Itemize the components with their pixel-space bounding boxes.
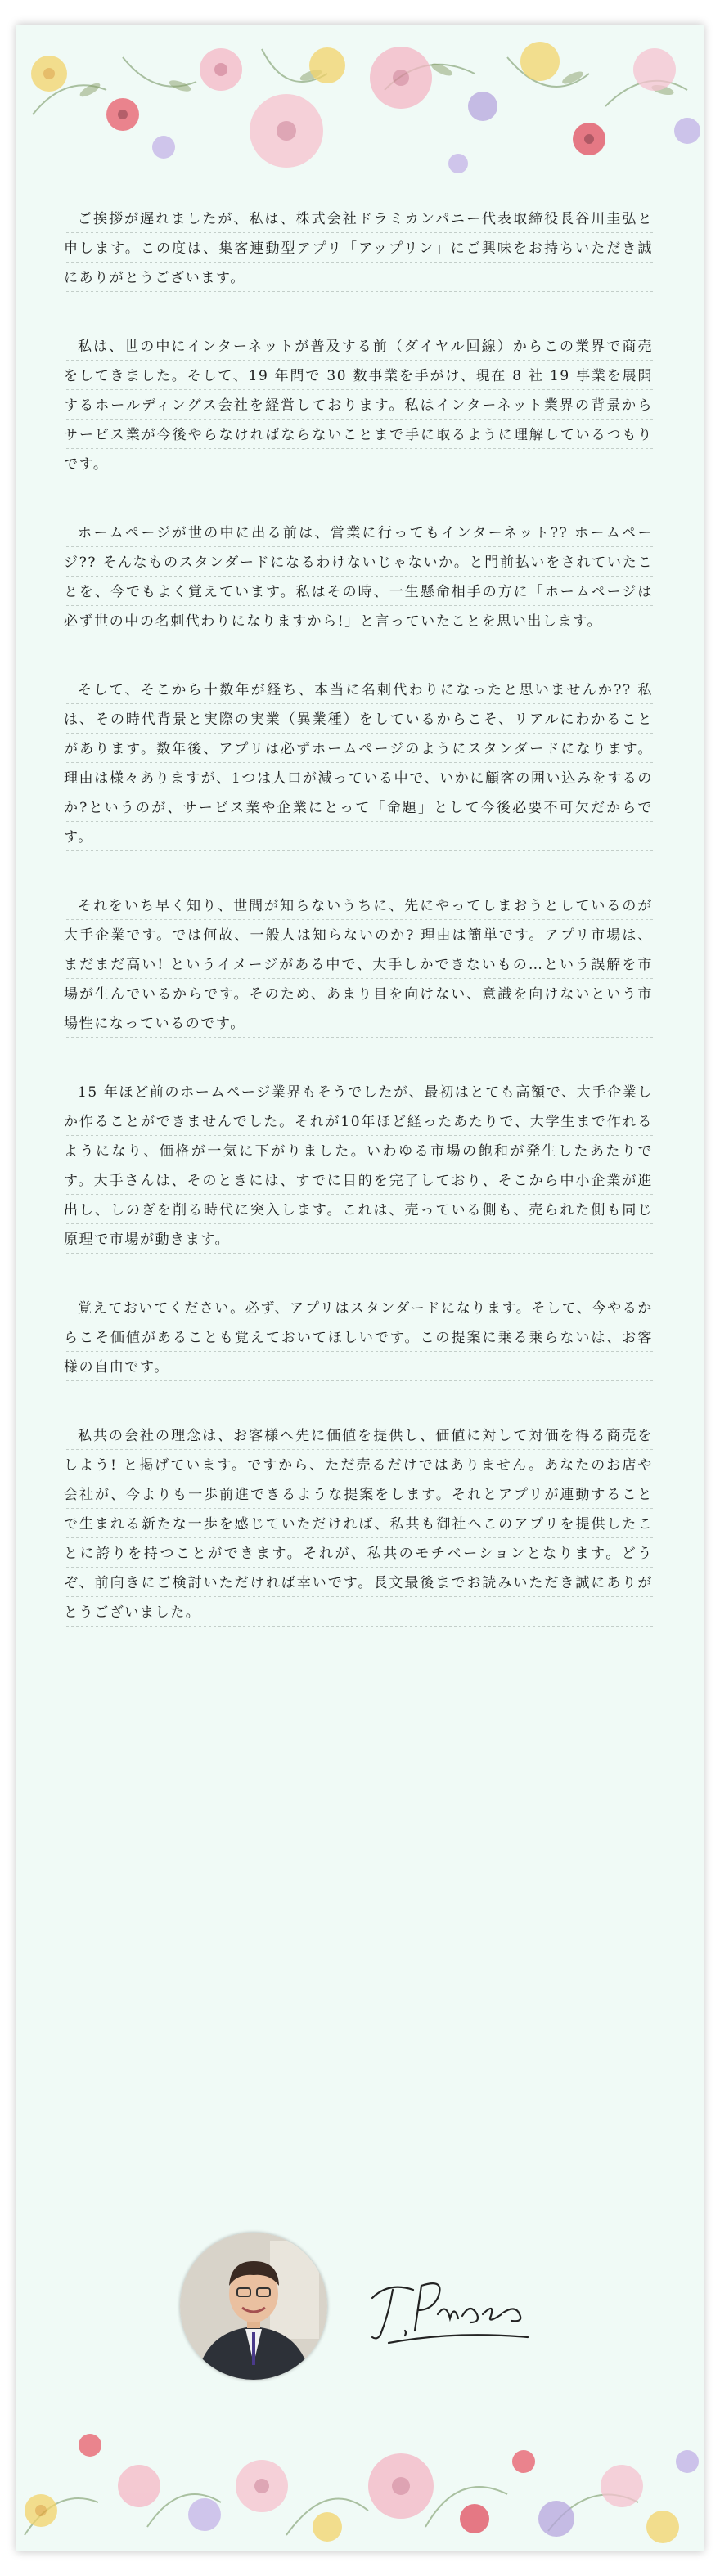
paragraph-4: そして、そこから十数年が経ち、本当に名刺代わりになったと思いませんか?? 私は、その時代背景と実際の実業（異業種）をしているからこそ、リアルにわかることがあります。数年後、アプリは必ずホームページのようにスタンダードになります。理由は様々ありますが、1つは人口が減っている中で、いかに顧客の囲い込みをするのか?というのが、サービス業や企業にとって「命題」として今後必要不可欠だからです。 bbox=[64, 675, 653, 852]
paragraph-3: ホームページが世の中に出る前は、営業に行ってもインターネット?? ホームページ?? そんなものスタンダードになるわけないじゃないか。と門前払いをされていたことを、今でもよく覚えています。私はその時、一生懸命相手の方に「ホームページは必ず世の中の名刺代わりになりますから!」と言っていたことを思い出します。 bbox=[64, 518, 653, 636]
paragraph-8: 私共の会社の理念は、お客様へ先に価値を提供し、価値に対して対価を得る商売をしよう! と掲げています。ですから、ただ売るだけではありません。あなたのお店や会社が、今よりも一歩前進できるような提案をします。それとアプリが連動することで生まれる新たな一歩を感じていただければ、私共も御社へこのアプリを提供したことに誇りを持つことができます。それが、私共のモチベーションとなります。どうぞ、前向きにご検討いただければ幸いです。長文最後までお読みいただき誠にありがとうございました。 bbox=[64, 1421, 653, 1627]
paragraph-6: 15 年ほど前のホームページ業界もそうでしたが、最初はとても高額で、大手企業しか作ることができませんでした。それが10年ほど経ったあたりで、大学生まで作れるようになり、価格が一気に下がりました。いわゆる市場の飽和が発生したあたりです。大手さんは、そのときには、すでに目的を完了しており、そこから中小企業が進出し、しのぎを削る時代に突入します。これは、売っている側も、売られた側も同じ原理で市場が動きます。 bbox=[64, 1078, 653, 1254]
paragraph-1: ご挨拶が遅れましたが、私は、株式会社ドラミカンパニー代表取締役長谷川圭弘と申します。この度は、集客連動型アプリ「アップリン」にご興味をお持ちいただき誠にありがとうございます。 bbox=[64, 204, 653, 293]
signature-block bbox=[180, 2233, 573, 2388]
floral-border-top bbox=[16, 25, 704, 188]
portrait-photo bbox=[180, 2233, 327, 2380]
paragraph-2: 私は、世の中にインターネットが普及する前（ダイヤル回線）からこの業界で商売をしてきました。そして、19 年間で 30 数事業を手がけ、現在 8 社 19 事業を展開するホールディングス会社を経営しております。私はインターネット業界の背景からサービス業が今後やらなければならないことまで手に取るように理解しているつもりです。 bbox=[64, 332, 653, 479]
paragraph-5: それをいち早く知り、世間が知らないうちに、先にやってしまおうとしているのが大手企業です。では何故、一般人は知らないのか? 理由は簡単です。アプリ市場は、まだまだ高い! というイメージがある中で、大手しかできないもの…という誤解を市場が生んでいるからです。そのため、あまり目を向けない、意識を向けないという市場性になっているのです。 bbox=[64, 891, 653, 1039]
floral-border-bottom bbox=[16, 2388, 704, 2551]
letter-body bbox=[64, 204, 653, 1667]
letter-paper bbox=[16, 25, 704, 2551]
handwritten-signature bbox=[356, 2265, 536, 2355]
paragraph-7: 覚えておいてください。必ず、アプリはスタンダードになります。そして、今やるからこそ価値があることも覚えておいてほしいです。この提案に乗る乗らないは、お客様の自由です。 bbox=[64, 1294, 653, 1382]
